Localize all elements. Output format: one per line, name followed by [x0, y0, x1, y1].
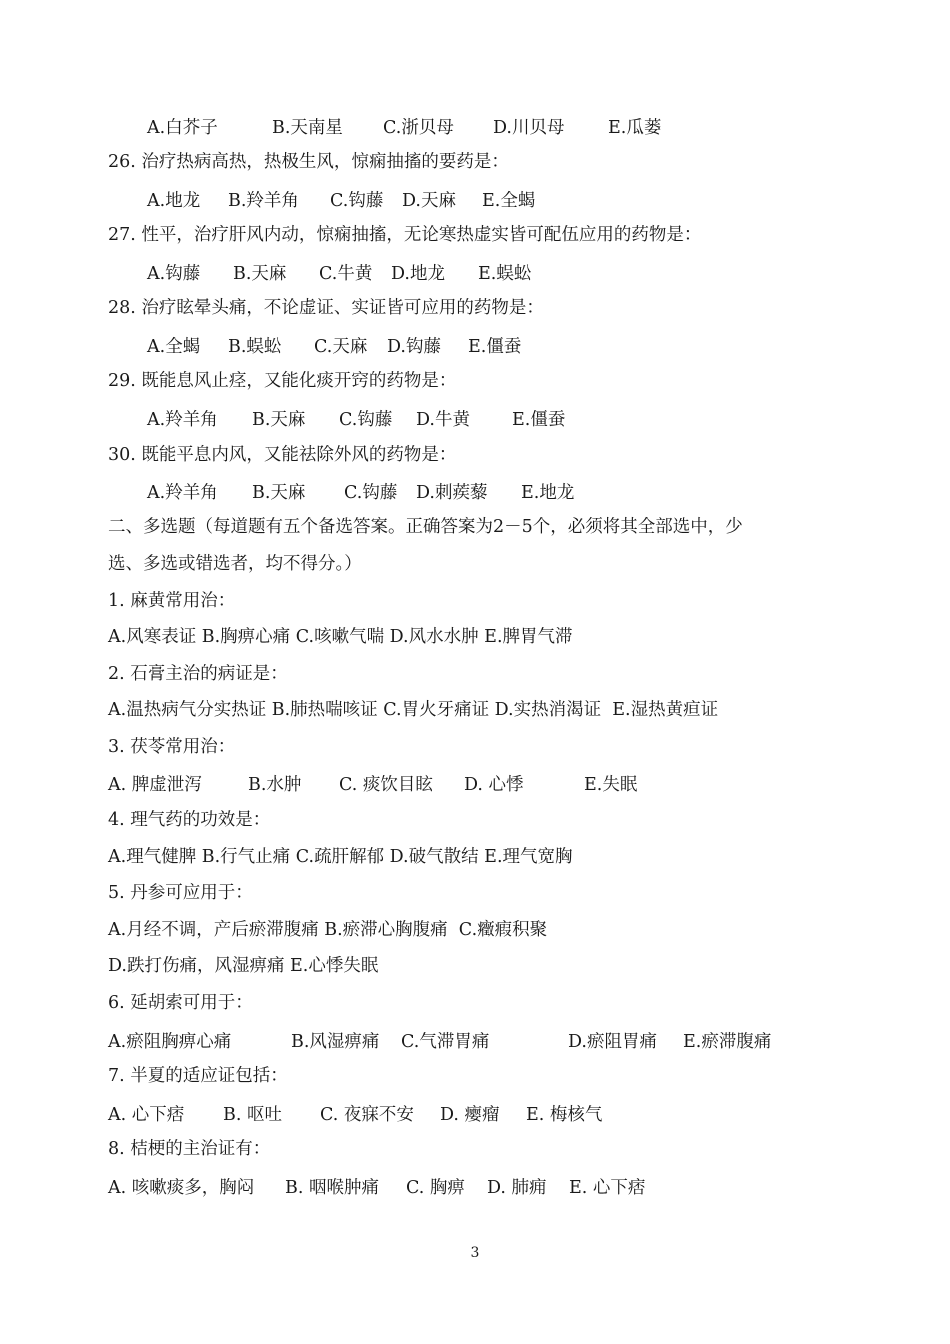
option: C.钩藤 — [339, 410, 393, 430]
option: C.钩藤 — [330, 191, 384, 211]
option: E.失眠 — [584, 775, 638, 795]
mc-1-options: A.风寒表证 B.胸痹心痛 C.咳嗽气喘 D.风水水肿 E.脾胃气滞 — [108, 627, 573, 647]
mc-2-options: A.温热病气分实热证 B.肺热喘咳证 C.胃火牙痛证 D.实热消渴证 E.湿热黄疸证 — [108, 700, 719, 720]
option: D. 瘿瘤 — [440, 1105, 500, 1125]
option: A.全蝎 — [147, 337, 201, 357]
option: D.瘀阻胃痛 — [568, 1032, 657, 1052]
option: C.气滞胃痛 — [401, 1032, 490, 1052]
option: E.僵蚕 — [468, 337, 522, 357]
option: A. 咳嗽痰多，胸闷 — [108, 1178, 255, 1198]
mc-7-stem: 7. 半夏的适应证包括： — [108, 1066, 288, 1086]
option: D.钩藤 — [387, 337, 441, 357]
option: D.天麻 — [402, 191, 456, 211]
option: A.地龙 — [147, 191, 201, 211]
option: D.牛黄 — [416, 410, 470, 430]
option: C. 胸痹 — [406, 1178, 465, 1198]
option: A. 脾虚泄泻 — [108, 775, 202, 795]
option: D.川贝母 — [493, 118, 565, 138]
option: E.瓜蒌 — [608, 118, 662, 138]
option: C.浙贝母 — [383, 118, 454, 138]
option: D. 肺痈 — [487, 1178, 547, 1198]
option: B.羚羊角 — [228, 191, 299, 211]
mc-5-stem: 5. 丹参可应用于： — [108, 883, 253, 903]
option: D.地龙 — [391, 264, 445, 284]
question-30-stem: 30. 既能平息内风，又能祛除外风的药物是： — [108, 445, 457, 465]
mc-5-options-line2: D.跌打伤痛，风湿痹痛 E.心悸失眠 — [108, 956, 379, 976]
option: D.刺蒺藜 — [416, 483, 488, 503]
option: B.天南星 — [272, 118, 343, 138]
option: C.钩藤 — [344, 483, 398, 503]
mc-4-stem: 4. 理气药的功效是： — [108, 810, 271, 830]
question-26-stem: 26. 治疗热病高热，热极生风，惊痫抽搐的要药是： — [108, 152, 509, 172]
option: A.羚羊角 — [147, 410, 218, 430]
mc-1-stem: 1. 麻黄常用治： — [108, 591, 236, 611]
option: B. 呕吐 — [223, 1105, 282, 1125]
mc-6-stem: 6. 延胡索可用于： — [108, 993, 253, 1013]
section-2-heading-line1: 二、多选题（每道题有五个备选答案。正确答案为2－5个，必须将其全部选中，少 — [108, 517, 743, 537]
mc-8-stem: 8. 桔梗的主治证有： — [108, 1139, 271, 1159]
mc-5-options-line1: A.月经不调，产后瘀滞腹痛 B.瘀滞心胸腹痛 C.癥瘕积聚 — [108, 920, 548, 940]
option: B.水肿 — [248, 775, 302, 795]
option: B.风湿痹痛 — [291, 1032, 380, 1052]
mc-4-options: A.理气健脾 B.行气止痛 C.疏肝解郁 D.破气散结 E.理气宽胸 — [108, 847, 573, 867]
option: C. 痰饮目眩 — [339, 775, 433, 795]
option: E.瘀滞腹痛 — [683, 1032, 772, 1052]
option: C.天麻 — [314, 337, 368, 357]
option: E.全蝎 — [482, 191, 536, 211]
option: A.羚羊角 — [147, 483, 218, 503]
option: A.白芥子 — [147, 118, 218, 138]
section-2-heading-line2: 选、多选或错选者，均不得分。） — [108, 554, 362, 574]
option: E.地龙 — [521, 483, 575, 503]
option: E. 心下痞 — [569, 1178, 646, 1198]
option: A.钩藤 — [147, 264, 201, 284]
option: E.僵蚕 — [512, 410, 566, 430]
option: B.天麻 — [252, 410, 306, 430]
option: B.天麻 — [252, 483, 306, 503]
question-29-stem: 29. 既能息风止痉，又能化痰开窍的药物是： — [108, 371, 457, 391]
option: C.牛黄 — [319, 264, 373, 284]
question-27-stem: 27. 性平，治疗肝风内动，惊痫抽搐，无论寒热虚实皆可配伍应用的药物是： — [108, 225, 702, 245]
mc-3-stem: 3. 茯苓常用治： — [108, 737, 236, 757]
option: C. 夜寐不安 — [320, 1105, 414, 1125]
option: E.蜈蚣 — [478, 264, 532, 284]
option: A.瘀阻胸痹心痛 — [108, 1032, 232, 1052]
option: B.蜈蚣 — [228, 337, 282, 357]
question-28-stem: 28. 治疗眩晕头痛，不论虚证、实证皆可应用的药物是： — [108, 298, 544, 318]
option: E. 梅核气 — [526, 1105, 603, 1125]
option: B. 咽喉肿痛 — [285, 1178, 379, 1198]
option: A. 心下痞 — [108, 1105, 185, 1125]
mc-2-stem: 2. 石膏主治的病证是： — [108, 664, 288, 684]
option: D. 心悸 — [464, 775, 524, 795]
option: B.天麻 — [233, 264, 287, 284]
page-number: 3 — [470, 1245, 480, 1261]
